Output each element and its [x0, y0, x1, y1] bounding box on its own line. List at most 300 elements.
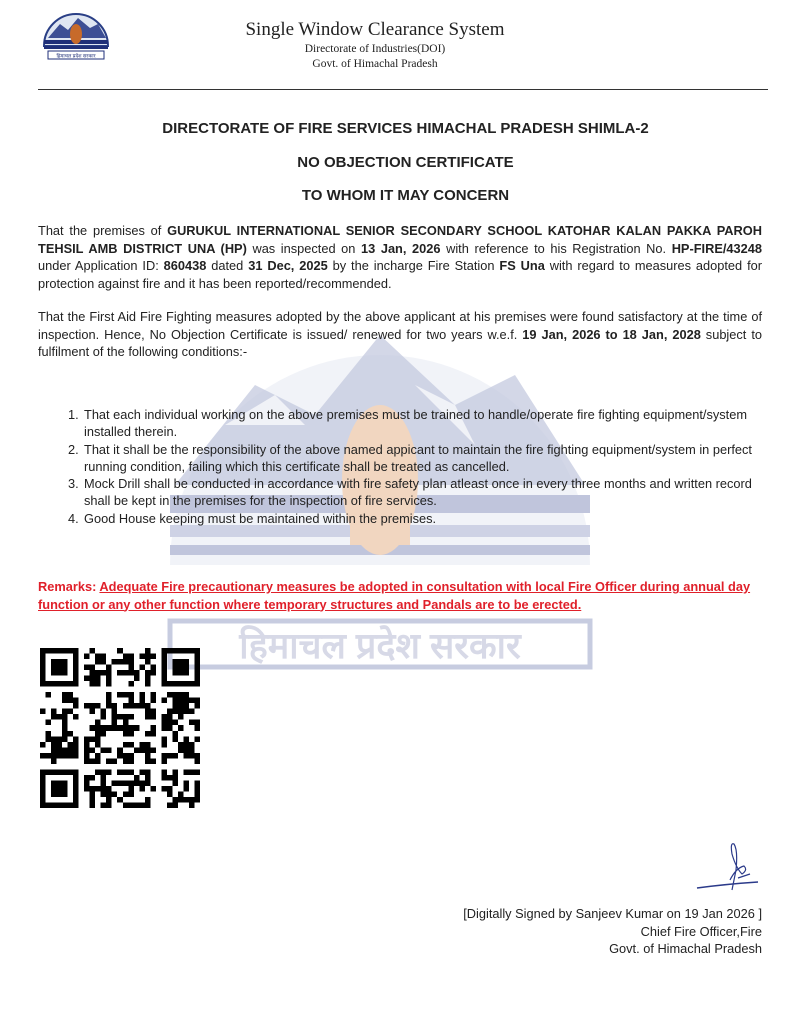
qr-module	[161, 659, 167, 665]
qr-module	[57, 648, 63, 654]
qr-module	[167, 786, 173, 792]
qr-module	[46, 692, 52, 698]
qr-module	[128, 742, 134, 748]
qr-module	[90, 736, 96, 742]
qr-module	[62, 692, 68, 698]
header-title: Single Window Clearance System	[245, 19, 505, 40]
qr-module	[161, 654, 167, 660]
qr-module	[117, 659, 123, 665]
qr-module	[150, 670, 156, 676]
qr-module	[73, 654, 79, 660]
qr-module	[128, 659, 134, 665]
qr-module	[178, 665, 184, 671]
text: by the incharge Fire Station	[327, 258, 500, 273]
text: with reference to his Registration No.	[440, 240, 672, 256]
qr-module	[161, 648, 167, 654]
qr-module	[194, 720, 200, 726]
condition-text: Good House keeping must be maintained within the premises.	[84, 510, 437, 526]
validity-period: 19 Jan, 2026 to 18 Jan, 2028	[522, 326, 701, 342]
qr-module	[178, 742, 184, 748]
qr-module	[123, 802, 129, 808]
qr-module	[95, 753, 101, 759]
qr-module	[101, 670, 107, 676]
qr-module	[194, 758, 200, 764]
qr-module	[95, 758, 101, 764]
qr-module	[73, 714, 79, 720]
remarks-text: Adequate Fire precautionary measures be adopted in consultation with local Fire Officer during annual day function or any other function where temporary structures and Pandals are to be erected.	[38, 579, 751, 612]
qr-module	[73, 676, 79, 682]
qr-module	[183, 797, 189, 803]
qr-module	[117, 780, 123, 786]
qr-module	[128, 780, 134, 786]
application-date: 31 Dec, 2025	[248, 258, 328, 273]
qr-module	[189, 753, 195, 759]
qr-module	[95, 725, 101, 731]
qr-module	[145, 654, 151, 660]
certificate-title: NO OBJECTION CERTIFICATE	[297, 154, 514, 171]
qr-module	[95, 769, 101, 775]
qr-module	[123, 742, 129, 748]
qr-module	[73, 736, 79, 742]
qr-module	[161, 698, 167, 704]
qr-module	[62, 731, 68, 737]
qr-module	[183, 753, 189, 759]
qr-module	[90, 709, 96, 715]
qr-module	[101, 775, 107, 781]
qr-module	[40, 742, 46, 748]
qr-module	[106, 797, 112, 803]
signatory-office: Govt. of Himachal Pradesh	[609, 941, 762, 956]
qr-module	[150, 692, 156, 698]
condition-number: 2.	[68, 441, 79, 457]
qr-module	[101, 747, 107, 753]
qr-module	[112, 703, 118, 709]
qr-module	[189, 802, 195, 808]
qr-module	[68, 731, 74, 737]
qr-module	[73, 775, 79, 781]
qr-module	[95, 742, 101, 748]
qr-module	[40, 791, 46, 797]
qr-module	[84, 786, 90, 792]
qr-module	[84, 703, 90, 709]
qr-module	[123, 758, 129, 764]
qr-module	[73, 670, 79, 676]
qr-module	[172, 709, 178, 715]
qr-module	[178, 692, 184, 698]
qr-module	[145, 670, 151, 676]
condition-item	[38, 441, 762, 476]
qr-module	[123, 659, 129, 665]
remarks-label: Remarks:	[38, 579, 100, 594]
qr-module	[194, 753, 200, 759]
qr-module	[95, 720, 101, 726]
qr-module	[123, 692, 129, 698]
qr-module	[117, 725, 123, 731]
qr-module	[161, 769, 167, 775]
qr-module	[172, 731, 178, 737]
qr-module	[62, 769, 68, 775]
qr-module	[57, 681, 63, 687]
qr-module	[128, 681, 134, 687]
qr-module	[178, 681, 184, 687]
qr-module	[117, 797, 123, 803]
application-id: 860438	[163, 258, 207, 273]
qr-module	[183, 736, 189, 742]
qr-module	[112, 714, 118, 720]
qr-module	[194, 659, 200, 665]
qr-module	[46, 753, 52, 759]
qr-module	[40, 676, 46, 682]
qr-module	[139, 692, 145, 698]
text: That the premises of	[38, 223, 168, 238]
qr-module	[90, 703, 96, 709]
qr-module	[68, 709, 74, 715]
qr-module	[183, 698, 189, 704]
condition-text: Mock Drill shall be conducted in accordance with fire safety plan atleast once in every three months and written record shall be kept in the premises for the inspection of fire services.	[84, 476, 752, 509]
qr-module	[101, 769, 107, 775]
qr-module	[145, 731, 151, 737]
signature-block	[400, 905, 762, 958]
qr-module	[172, 698, 178, 704]
qr-module	[139, 780, 145, 786]
qr-module	[101, 791, 107, 797]
text: That the First Aid Fire Fighting measures adopted by the above applicant at his premises were found satisfactory at the time of inspection. Hence, No Objection Certificate is issued/ renewed for two years w.e.f.	[38, 309, 762, 342]
qr-module	[194, 791, 200, 797]
qr-module	[128, 725, 134, 731]
qr-module	[51, 681, 57, 687]
qr-module	[40, 786, 46, 792]
qr-module	[123, 670, 129, 676]
qr-module	[194, 769, 200, 775]
qr-module	[178, 698, 184, 704]
qr-module	[167, 648, 173, 654]
qr-module	[51, 758, 57, 764]
qr-module	[134, 725, 140, 731]
qr-module	[123, 791, 129, 797]
qr-module	[183, 780, 189, 786]
qr-module	[123, 703, 129, 709]
qr-module	[40, 769, 46, 775]
noc-issue-paragraph	[38, 308, 762, 361]
qr-module	[128, 654, 134, 660]
qr-module	[134, 676, 140, 682]
qr-module	[62, 786, 68, 792]
qr-module	[90, 747, 96, 753]
qr-module	[106, 670, 112, 676]
qr-module	[134, 670, 140, 676]
header-divider	[38, 89, 768, 90]
qr-module	[178, 648, 184, 654]
qr-module	[73, 780, 79, 786]
qr-module	[161, 665, 167, 671]
qr-module	[178, 703, 184, 709]
qr-module	[167, 775, 173, 781]
qr-module	[183, 670, 189, 676]
qr-module	[172, 720, 178, 726]
himachal-government-logo	[40, 4, 112, 62]
qr-module	[106, 769, 112, 775]
qr-module	[57, 714, 63, 720]
qr-module	[51, 780, 57, 786]
qr-module	[128, 786, 134, 792]
qr-module	[73, 747, 79, 753]
qr-module	[106, 681, 112, 687]
qr-module	[194, 736, 200, 742]
qr-module	[73, 797, 79, 803]
qr-module	[194, 698, 200, 704]
qr-module	[40, 797, 46, 803]
qr-module	[172, 670, 178, 676]
qr-module	[172, 775, 178, 781]
qr-module	[194, 797, 200, 803]
fire-station: FS Una	[499, 258, 545, 273]
qr-module	[51, 791, 57, 797]
qr-module	[57, 769, 63, 775]
qr-module	[57, 791, 63, 797]
qr-module	[90, 791, 96, 797]
qr-module	[73, 802, 79, 808]
qr-module	[95, 659, 101, 665]
qr-module	[51, 736, 57, 742]
qr-module	[145, 797, 151, 803]
directorate-heading: DIRECTORATE OF FIRE SERVICES HIMACHAL PRADESH SHIMLA-2	[162, 120, 649, 137]
qr-module	[128, 692, 134, 698]
qr-module	[62, 648, 68, 654]
qr-module	[101, 714, 107, 720]
qr-code	[40, 648, 200, 808]
condition-number: 3.	[68, 476, 79, 492]
qr-module	[139, 802, 145, 808]
qr-module	[117, 670, 123, 676]
qr-module	[150, 747, 156, 753]
qr-module	[172, 681, 178, 687]
qr-module	[101, 731, 107, 737]
qr-module	[128, 758, 134, 764]
qr-module	[189, 681, 195, 687]
qr-module	[90, 670, 96, 676]
qr-module	[62, 780, 68, 786]
qr-module	[51, 786, 57, 792]
signatory-designation: Chief Fire Officer,Fire	[640, 923, 762, 939]
qr-module	[145, 648, 151, 654]
qr-module	[106, 692, 112, 698]
qr-module	[95, 703, 101, 709]
qr-module	[40, 775, 46, 781]
qr-module	[194, 676, 200, 682]
qr-module	[84, 736, 90, 742]
qr-module	[183, 648, 189, 654]
qr-module	[194, 780, 200, 786]
qr-module	[172, 769, 178, 775]
qr-module	[161, 775, 167, 781]
qr-module	[51, 714, 57, 720]
qr-module	[145, 742, 151, 748]
qr-module	[40, 802, 46, 808]
qr-module	[161, 736, 167, 742]
qr-module	[128, 703, 134, 709]
qr-module	[161, 786, 167, 792]
qr-module	[73, 786, 79, 792]
qr-module	[57, 747, 63, 753]
watermark-text: हिमाचल प्रदेश सरकार	[239, 625, 521, 666]
qr-module	[106, 786, 112, 792]
qr-module	[128, 791, 134, 797]
qr-module	[106, 676, 112, 682]
qr-module	[128, 769, 134, 775]
qr-module	[128, 670, 134, 676]
qr-module	[117, 747, 123, 753]
qr-module	[112, 780, 118, 786]
qr-module	[46, 720, 52, 726]
qr-module	[57, 670, 63, 676]
qr-module	[128, 665, 134, 671]
qr-module	[145, 802, 151, 808]
qr-module	[178, 791, 184, 797]
qr-module	[117, 648, 123, 654]
qr-module	[57, 753, 63, 759]
qr-module	[178, 709, 184, 715]
qr-module	[57, 742, 63, 748]
qr-module	[139, 747, 145, 753]
qr-module	[183, 709, 189, 715]
qr-module	[128, 802, 134, 808]
qr-module	[194, 786, 200, 792]
qr-module	[128, 753, 134, 759]
qr-module	[101, 654, 107, 660]
qr-module	[90, 676, 96, 682]
qr-module	[112, 659, 118, 665]
qr-module	[101, 659, 107, 665]
qr-module	[194, 665, 200, 671]
qr-module	[84, 753, 90, 759]
qr-module	[139, 665, 145, 671]
premises-name: GURUKUL INTERNATIONAL SENIOR SECONDARY SCHOOL KATOHAR KALAN PAKKA PAROH TEHSIL AMB DISTRICT UNA (HP)	[38, 223, 762, 256]
qr-module	[62, 747, 68, 753]
qr-module	[90, 665, 96, 671]
qr-module	[46, 769, 52, 775]
condition-number: 4.	[68, 510, 79, 526]
qr-module	[68, 747, 74, 753]
qr-module	[161, 676, 167, 682]
qr-module	[172, 659, 178, 665]
qr-module	[57, 802, 63, 808]
qr-module	[112, 720, 118, 726]
qr-module	[106, 747, 112, 753]
qr-module	[194, 654, 200, 660]
qr-module	[73, 703, 79, 709]
qr-module	[84, 780, 90, 786]
qr-module	[73, 753, 79, 759]
qr-module	[150, 698, 156, 704]
qr-module	[40, 780, 46, 786]
remarks	[38, 578, 762, 613]
qr-module	[51, 747, 57, 753]
qr-module	[194, 648, 200, 654]
qr-module	[145, 709, 151, 715]
qr-module	[134, 802, 140, 808]
qr-module	[194, 725, 200, 731]
qr-module	[167, 802, 173, 808]
qr-module	[68, 769, 74, 775]
qr-module	[145, 681, 151, 687]
qr-module	[123, 780, 129, 786]
qr-module	[84, 742, 90, 748]
qr-module	[101, 786, 107, 792]
qr-module	[106, 725, 112, 731]
qr-module	[62, 709, 68, 715]
qr-module	[51, 659, 57, 665]
qr-module	[106, 758, 112, 764]
qr-module	[68, 802, 74, 808]
qr-module	[73, 659, 79, 665]
qr-module	[150, 709, 156, 715]
qr-module	[134, 703, 140, 709]
qr-module	[172, 692, 178, 698]
conditions-list	[38, 406, 762, 527]
qr-module	[183, 659, 189, 665]
qr-module	[189, 742, 195, 748]
qr-module	[95, 676, 101, 682]
qr-module	[128, 731, 134, 737]
qr-module	[57, 665, 63, 671]
inspection-date: 13 Jan, 2026	[361, 240, 441, 256]
qr-module	[95, 670, 101, 676]
qr-module	[172, 648, 178, 654]
qr-module	[150, 786, 156, 792]
qr-module	[123, 725, 129, 731]
logo-text: हिमाचल प्रदेश सरकार	[56, 53, 96, 60]
qr-module	[183, 786, 189, 792]
digital-signature-statement: [Digitally Signed by Sanjeev Kumar on 19 Jan 2026 ]	[463, 906, 762, 921]
qr-module	[172, 736, 178, 742]
qr-module	[62, 665, 68, 671]
qr-module	[145, 703, 151, 709]
qr-module	[139, 742, 145, 748]
qr-module	[161, 670, 167, 676]
qr-module	[194, 703, 200, 709]
qr-module	[128, 714, 134, 720]
qr-module	[62, 720, 68, 726]
qr-module	[101, 780, 107, 786]
qr-module	[62, 791, 68, 797]
qr-module	[101, 725, 107, 731]
qr-module	[68, 692, 74, 698]
qr-module	[84, 775, 90, 781]
qr-module	[68, 698, 74, 704]
qr-module	[189, 747, 195, 753]
qr-module	[46, 736, 52, 742]
qr-module	[101, 802, 107, 808]
qr-module	[189, 769, 195, 775]
qr-module	[106, 791, 112, 797]
qr-module	[183, 665, 189, 671]
qr-module	[95, 736, 101, 742]
qr-module	[68, 753, 74, 759]
qr-module	[51, 670, 57, 676]
qr-module	[145, 753, 151, 759]
qr-module	[95, 654, 101, 660]
qr-module	[172, 665, 178, 671]
qr-module	[84, 654, 90, 660]
qr-module	[150, 725, 156, 731]
qr-module	[134, 780, 140, 786]
qr-module	[106, 698, 112, 704]
qr-module	[123, 720, 129, 726]
qr-module	[145, 676, 151, 682]
qr-module	[150, 654, 156, 660]
qr-module	[178, 747, 184, 753]
qr-module	[62, 659, 68, 665]
